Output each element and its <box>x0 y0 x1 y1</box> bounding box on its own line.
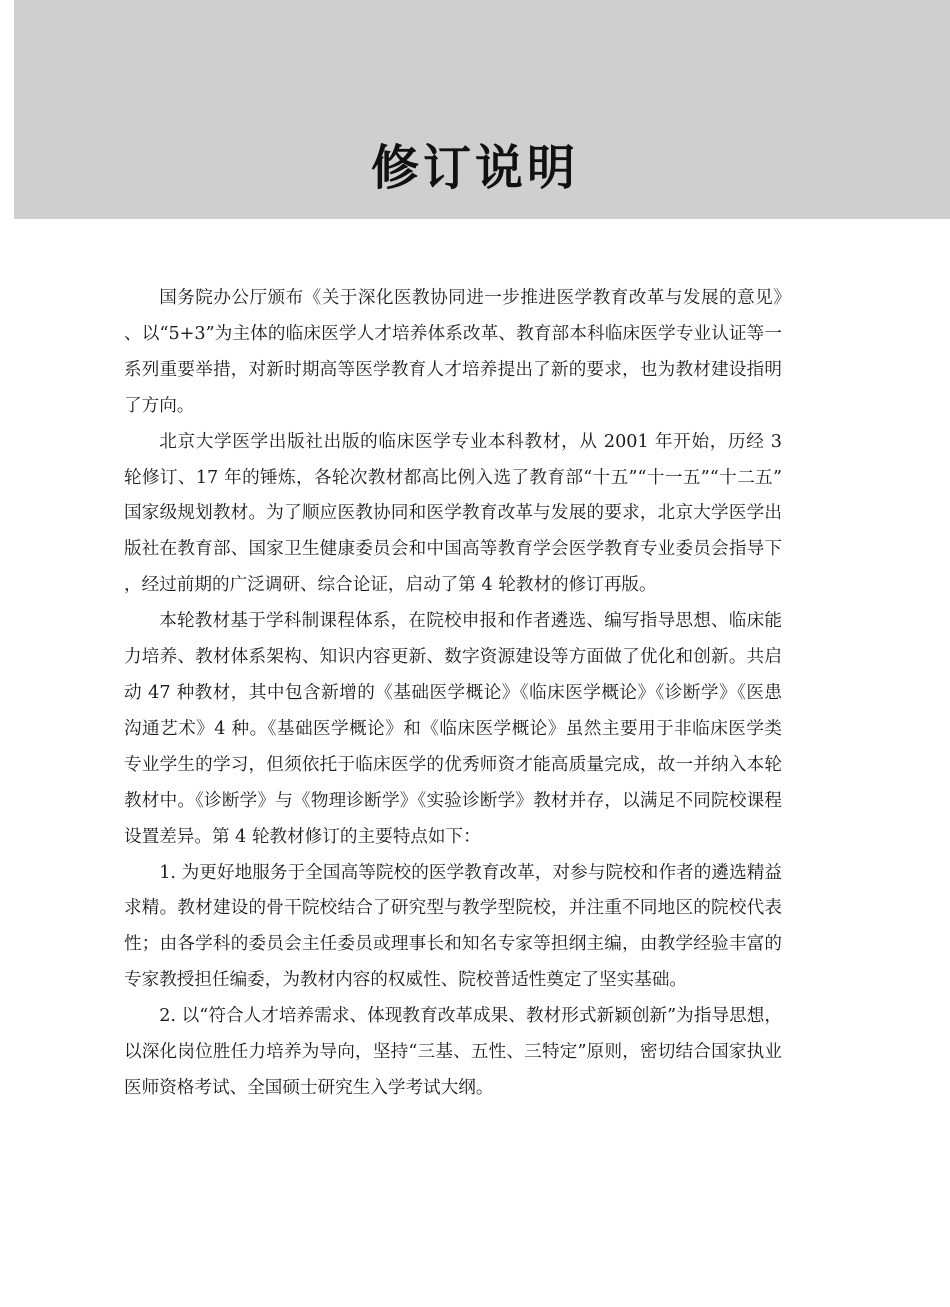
paragraph-4: 1. 为更好地服务于全国高等院校的医学教育改革，对参与院校和作者的遴选精益求精。教材建设的骨干院校结合了研究型与教学型院校，并注重不同地区的院校代表性；由各学科的委员会主任委员或理事长和知名专家等担纲主编，由教学经验丰富的专家教授担任编委，为教材内容的权威性、院校普适性奠定了坚实基础。 <box>124 862 782 991</box>
paragraph-2: 北京大学医学出版社出版的临床医学专业本科教材，从 2001 年开始，历经 3 轮修订、17 年的锤炼，各轮次教材都高比例入选了教育部“十五”“十一五”“十二五”国家级规划教材。为了顺应医教协同和医学教育改革与发展的要求，北京大学医学出版社在教育部、国家卫生健康委员会和中国高等教育学会医学教育专业委员会指导下，经过前期的广泛调研、综合论证，启动了第 4 轮教材的修订再版。 <box>124 431 782 596</box>
paragraph-3: 本轮教材基于学科制课程体系，在院校申报和作者遴选、编写指导思想、临床能力培养、教材体系架构、知识内容更新、数字资源建设等方面做了优化和创新。共启动 47 种教材，其中包含新增的《基础医学概论》《临床医学概论》《诊断学》《医患沟通艺术》4 种。《基础医学概论》和《临床医学概论》虽然主要用于非临床医学类专业学生的学习，但须依托于临床医学的优秀师资才能高质量完成，故一并纳入本轮教材中。《诊断学》与《物理诊断学》《实验诊断学》教材并存，以满足不同院校课程设置差异。第 4 轮教材修订的主要特点如下： <box>124 611 782 847</box>
document-body <box>124 281 782 1107</box>
page-title: 修订说明 <box>370 140 579 196</box>
paragraph-1: 国务院办公厅颁布《关于深化医教协同进一步推进医学教育改革与发展的意见》、以“5+3”为主体的临床医学人才培养体系改革、教育部本科临床医学专业认证等一系列重要举措，对新时期高等医学教育人才培养提出了新的要求，也为教材建设指明了方向。 <box>124 288 782 416</box>
paragraph-5: 2. 以“符合人才培养需求、体现教育改革成果、教材形式新颖创新”为指导思想，以深化岗位胜任力培养为导向，坚持“三基、五性、三特定”原则，密切结合国家执业医师资格考试、全国硕士研究生入学考试大纲。 <box>124 1006 782 1098</box>
